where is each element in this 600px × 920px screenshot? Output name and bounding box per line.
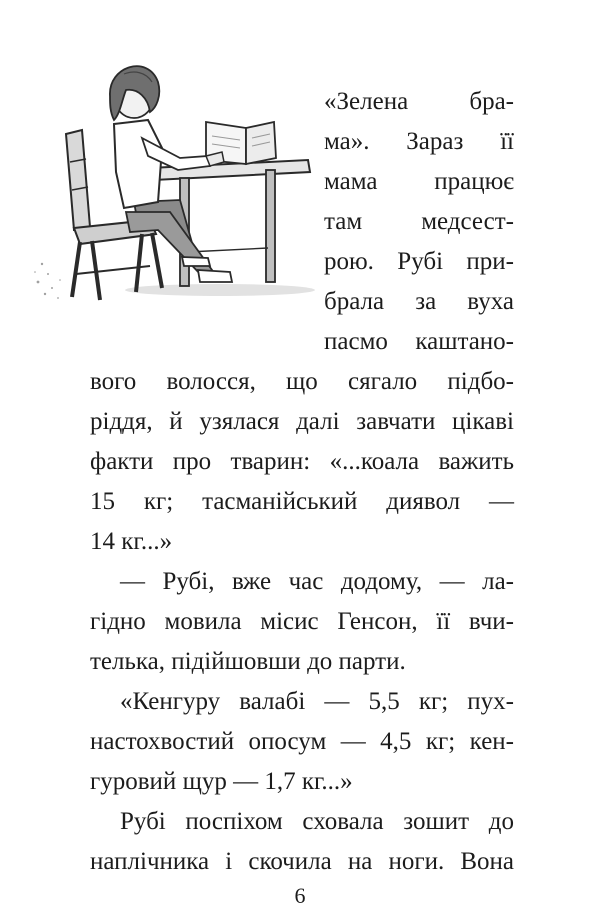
text-line-6: брала за вуха [324, 288, 514, 315]
text-line-3: мама працює [324, 168, 514, 195]
text-line-7: пасмо каштано- [324, 328, 514, 355]
text-line-10: факти про тварин: «...коала важить [90, 448, 514, 475]
text-line-9: ріддя, й узялася далі завчати цікаві [90, 408, 514, 435]
text-line-16: «Кенгуру валабі — 5,5 кг; пух- [120, 688, 514, 715]
text-line-2: ма». Зараз її [324, 128, 514, 155]
text-line-17: настохвостий опосум — 4,5 кг; кен- [90, 728, 514, 755]
text-line-8: вого волосся, що сягало підбо- [90, 368, 514, 395]
text-line-15: телька, підійшовши до парти. [90, 648, 406, 675]
text-line-11: 15 кг; тасманійський диявол — [90, 488, 514, 515]
text-line-1: «Зелена бра- [324, 88, 514, 115]
text-line-19: Рубі поспіхом сховала зошит до [120, 808, 514, 835]
text-line-13: — Рубі, вже час додому, — ла- [120, 568, 514, 595]
text-line-5: рою. Рубі при- [324, 248, 514, 275]
girl-reading-at-desk-illustration [30, 52, 330, 314]
text-line-20: наплічника і скочила на ноги. Вона [90, 848, 514, 875]
text-line-18: гуровий щур — 1,7 кг...» [90, 768, 353, 795]
page-number: 6 [294, 883, 306, 908]
text-line-12: 14 кг...» [90, 528, 173, 555]
text-line-14: гідно мовила місис Генсон, її вчи- [90, 608, 514, 635]
text-line-4: там медсест- [324, 208, 514, 235]
